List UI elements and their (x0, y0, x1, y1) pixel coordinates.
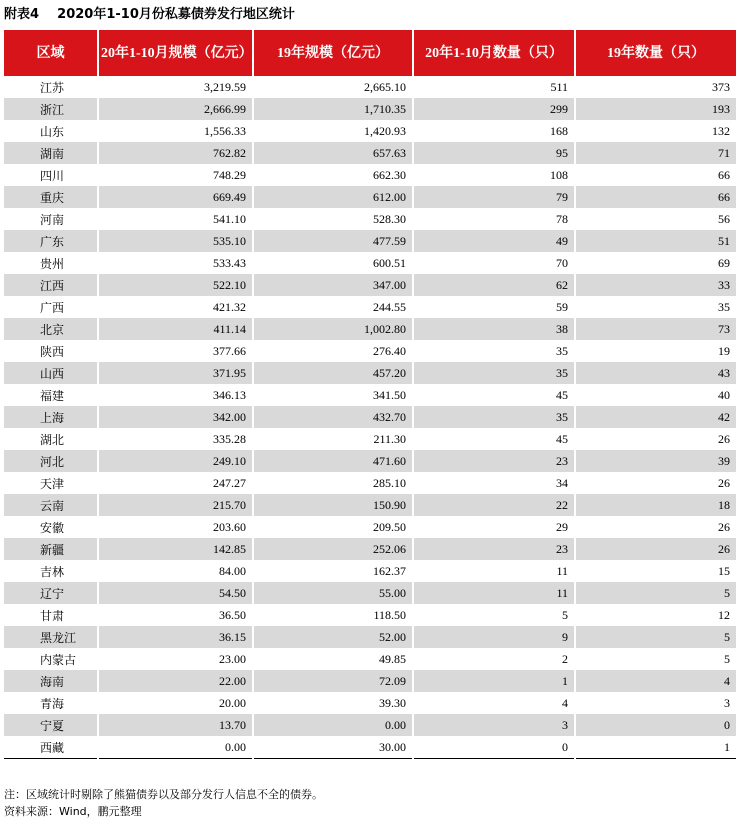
cell-scale-2020: 20.00 (98, 692, 253, 714)
cell-count-2020: 59 (413, 296, 575, 318)
cell-count-2019: 26 (575, 428, 736, 450)
cell-region: 云南 (4, 494, 98, 516)
cell-count-2020: 299 (413, 98, 575, 120)
cell-count-2019: 26 (575, 472, 736, 494)
cell-scale-2019: 347.00 (253, 274, 413, 296)
cell-region: 浙江 (4, 98, 98, 120)
cell-count-2020: 78 (413, 208, 575, 230)
cell-scale-2020: 203.60 (98, 516, 253, 538)
cell-count-2019: 5 (575, 626, 736, 648)
cell-scale-2019: 162.37 (253, 560, 413, 582)
cell-region: 湖北 (40, 432, 65, 447)
table-row (4, 582, 736, 604)
cell-scale-2019: 1,420.93 (253, 120, 413, 142)
cell-scale-2019: 341.50 (253, 384, 413, 406)
cell-scale-2019: 657.63 (253, 142, 413, 164)
table-row (4, 516, 736, 538)
cell-count-2019: 42 (575, 406, 736, 428)
cell-region: 贵州 (40, 256, 65, 271)
cell-region: 上海 (4, 406, 98, 428)
cell-count-2020: 2 (413, 648, 575, 670)
header-scale-2019: 19年规模（亿元） (253, 30, 413, 76)
table-row (4, 120, 736, 142)
cell-scale-2020: 36.50 (98, 604, 253, 626)
table-row (4, 692, 736, 714)
cell-scale-2020: 215.70 (98, 494, 253, 516)
cell-region: 河南 (40, 212, 65, 227)
table-row (4, 560, 736, 582)
cell-count-2020: 1 (413, 670, 575, 692)
cell-region: 黑龙江 (4, 626, 98, 648)
table-row (4, 450, 736, 472)
cell-count-2020: 35 (413, 406, 575, 428)
cell-count-2019: 0 (575, 714, 736, 736)
cell-scale-2019: 252.06 (253, 538, 413, 560)
cell-scale-2020: 748.29 (98, 164, 253, 186)
cell-scale-2019: 2,665.10 (253, 76, 413, 98)
cell-scale-2019: 211.30 (253, 428, 413, 450)
cell-region: 天津 (40, 476, 65, 491)
header-count-2019: 19年数量（只） (575, 30, 736, 76)
cell-region: 吉林 (40, 564, 65, 579)
cell-scale-2020: 142.85 (98, 538, 253, 560)
table-row (4, 186, 736, 208)
table-row (4, 472, 736, 494)
cell-scale-2020: 84.00 (98, 560, 253, 582)
footnote: 注：区域统计时剔除了熊猫债券以及部分发行人信息不全的债券。 (4, 788, 323, 801)
cell-region: 青海 (40, 696, 65, 711)
cell-scale-2020: 249.10 (98, 450, 253, 472)
cell-scale-2020: 335.28 (98, 428, 253, 450)
cell-count-2019: 71 (575, 142, 736, 164)
table-row (4, 648, 736, 670)
cell-count-2020: 3 (413, 714, 575, 736)
cell-count-2020: 45 (413, 428, 575, 450)
cell-scale-2019: 72.09 (253, 670, 413, 692)
cell-scale-2020: 535.10 (98, 230, 253, 252)
header-count-2020: 20年1-10月数量（只） (413, 30, 575, 76)
cell-scale-2020: 0.00 (98, 736, 253, 759)
cell-scale-2020: 371.95 (98, 362, 253, 384)
cell-count-2020: 168 (413, 120, 575, 142)
cell-count-2020: 70 (413, 252, 575, 274)
cell-region: 福建 (40, 388, 65, 403)
cell-count-2019: 40 (575, 384, 736, 406)
cell-region: 海南 (4, 670, 98, 692)
cell-count-2020: 23 (413, 538, 575, 560)
cell-region: 重庆 (4, 186, 98, 208)
cell-scale-2019: 49.85 (253, 648, 413, 670)
table-row (4, 208, 736, 230)
cell-scale-2020: 2,666.99 (98, 98, 253, 120)
cell-scale-2020: 1,556.33 (98, 120, 253, 142)
cell-count-2020: 9 (413, 626, 575, 648)
table-caption: 2020年1-10月份私募债券发行地区统计 (57, 7, 295, 22)
header-region: 区域 (4, 30, 98, 76)
cell-region: 宁夏 (4, 714, 98, 736)
cell-count-2020: 35 (413, 340, 575, 362)
cell-count-2019: 69 (575, 252, 736, 274)
table-row (4, 340, 736, 362)
cell-scale-2020: 54.50 (98, 582, 253, 604)
cell-scale-2020: 13.70 (98, 714, 253, 736)
cell-count-2020: 0 (413, 736, 575, 759)
table-row (4, 714, 736, 736)
cell-count-2019: 1 (575, 736, 736, 759)
cell-scale-2019: 52.00 (253, 626, 413, 648)
table-row (4, 274, 736, 296)
table-row (4, 428, 736, 450)
cell-scale-2020: 22.00 (98, 670, 253, 692)
table-title (4, 2, 295, 28)
table-row (4, 538, 736, 560)
cell-count-2019: 373 (575, 76, 736, 98)
cell-count-2020: 35 (413, 362, 575, 384)
cell-count-2019: 3 (575, 692, 736, 714)
cell-count-2020: 23 (413, 450, 575, 472)
cell-scale-2020: 411.14 (98, 318, 253, 340)
cell-scale-2020: 522.10 (98, 274, 253, 296)
cell-scale-2019: 276.40 (253, 340, 413, 362)
cell-scale-2020: 669.49 (98, 186, 253, 208)
cell-count-2020: 29 (413, 516, 575, 538)
cell-scale-2019: 30.00 (253, 736, 413, 759)
cell-scale-2020: 421.32 (98, 296, 253, 318)
table-row (4, 494, 736, 516)
cell-region: 山东 (40, 124, 65, 139)
table-row (4, 406, 736, 428)
cell-count-2019: 43 (575, 362, 736, 384)
cell-scale-2020: 36.15 (98, 626, 253, 648)
cell-count-2019: 15 (575, 560, 736, 582)
table-row (4, 296, 736, 318)
cell-region: 北京 (4, 318, 98, 340)
table-row (4, 626, 736, 648)
cell-scale-2020: 533.43 (98, 252, 253, 274)
cell-scale-2019: 477.59 (253, 230, 413, 252)
cell-scale-2020: 342.00 (98, 406, 253, 428)
cell-count-2020: 79 (413, 186, 575, 208)
cell-count-2020: 11 (413, 582, 575, 604)
table-row (4, 76, 736, 98)
cell-region: 河北 (4, 450, 98, 472)
table-row (4, 736, 736, 759)
cell-scale-2019: 39.30 (253, 692, 413, 714)
cell-region: 内蒙古 (40, 652, 77, 667)
cell-scale-2019: 55.00 (253, 582, 413, 604)
cell-scale-2019: 244.55 (253, 296, 413, 318)
cell-count-2019: 56 (575, 208, 736, 230)
header-scale-2020: 20年1-10月规模（亿元） (98, 30, 253, 76)
cell-scale-2020: 541.10 (98, 208, 253, 230)
cell-scale-2020: 3,219.59 (98, 76, 253, 98)
cell-scale-2019: 600.51 (253, 252, 413, 274)
cell-scale-2020: 247.27 (98, 472, 253, 494)
cell-count-2020: 49 (413, 230, 575, 252)
cell-count-2019: 51 (575, 230, 736, 252)
header-row (4, 30, 736, 76)
cell-region: 江西 (4, 274, 98, 296)
cell-scale-2020: 346.13 (98, 384, 253, 406)
cell-count-2020: 38 (413, 318, 575, 340)
table-row (4, 252, 736, 274)
table-row (4, 318, 736, 340)
cell-region: 西藏 (4, 736, 98, 759)
cell-count-2019: 33 (575, 274, 736, 296)
cell-scale-2019: 432.70 (253, 406, 413, 428)
cell-region: 湖南 (4, 142, 98, 164)
cell-scale-2019: 209.50 (253, 516, 413, 538)
cell-count-2019: 26 (575, 516, 736, 538)
cell-count-2019: 5 (575, 582, 736, 604)
cell-count-2019: 18 (575, 494, 736, 516)
cell-scale-2019: 457.20 (253, 362, 413, 384)
cell-count-2019: 4 (575, 670, 736, 692)
cell-region: 陕西 (40, 344, 65, 359)
cell-scale-2019: 1,002.80 (253, 318, 413, 340)
cell-count-2019: 35 (575, 296, 736, 318)
cell-region: 四川 (40, 168, 65, 183)
cell-count-2019: 73 (575, 318, 736, 340)
cell-region: 山西 (4, 362, 98, 384)
cell-scale-2019: 1,710.35 (253, 98, 413, 120)
cell-region: 江苏 (40, 80, 65, 95)
cell-count-2020: 95 (413, 142, 575, 164)
cell-count-2019: 132 (575, 120, 736, 142)
cell-region: 安徽 (40, 520, 65, 535)
region-stats-table (4, 30, 736, 759)
cell-count-2019: 39 (575, 450, 736, 472)
cell-count-2019: 5 (575, 648, 736, 670)
cell-count-2019: 66 (575, 186, 736, 208)
table-row (4, 164, 736, 186)
cell-count-2019: 12 (575, 604, 736, 626)
cell-scale-2019: 150.90 (253, 494, 413, 516)
cell-count-2019: 26 (575, 538, 736, 560)
cell-count-2020: 511 (413, 76, 575, 98)
cell-scale-2019: 471.60 (253, 450, 413, 472)
table-row (4, 384, 736, 406)
table-row (4, 604, 736, 626)
cell-scale-2020: 762.82 (98, 142, 253, 164)
table-row (4, 142, 736, 164)
cell-count-2020: 5 (413, 604, 575, 626)
cell-count-2020: 22 (413, 494, 575, 516)
cell-count-2019: 19 (575, 340, 736, 362)
source-note: 资料来源：Wind，鹏元整理 (4, 805, 142, 818)
table-row (4, 670, 736, 692)
cell-count-2020: 45 (413, 384, 575, 406)
cell-region: 广西 (40, 300, 65, 315)
cell-count-2020: 4 (413, 692, 575, 714)
cell-scale-2020: 23.00 (98, 648, 253, 670)
cell-scale-2019: 528.30 (253, 208, 413, 230)
cell-scale-2020: 377.66 (98, 340, 253, 362)
cell-count-2019: 66 (575, 164, 736, 186)
cell-count-2020: 11 (413, 560, 575, 582)
cell-region: 新疆 (4, 538, 98, 560)
table-label: 附表4 (4, 7, 40, 22)
cell-region: 广东 (4, 230, 98, 252)
cell-count-2020: 108 (413, 164, 575, 186)
cell-scale-2019: 612.00 (253, 186, 413, 208)
cell-count-2020: 34 (413, 472, 575, 494)
cell-scale-2019: 285.10 (253, 472, 413, 494)
cell-region: 辽宁 (4, 582, 98, 604)
cell-scale-2019: 0.00 (253, 714, 413, 736)
table-row (4, 98, 736, 120)
cell-count-2019: 193 (575, 98, 736, 120)
table-row (4, 230, 736, 252)
cell-scale-2019: 118.50 (253, 604, 413, 626)
cell-scale-2019: 662.30 (253, 164, 413, 186)
cell-region: 甘肃 (40, 608, 65, 623)
cell-count-2020: 62 (413, 274, 575, 296)
table-row (4, 362, 736, 384)
